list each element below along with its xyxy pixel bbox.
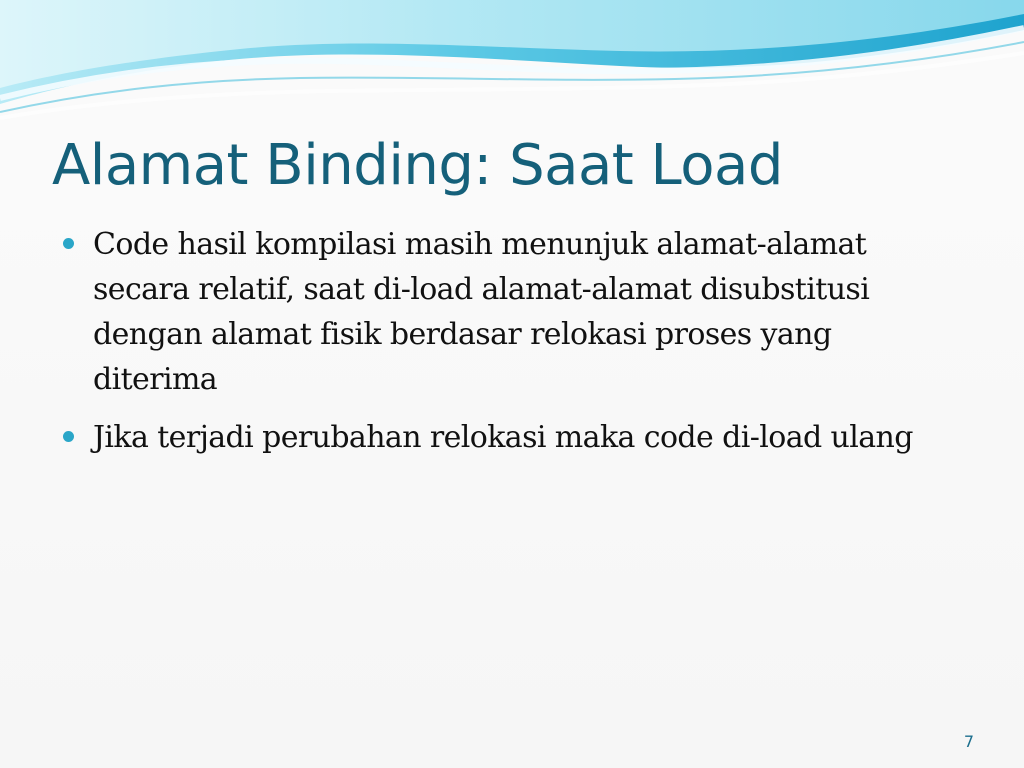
bullet-item: [60, 222, 960, 402]
bullet-list: [60, 222, 960, 473]
header-wave-decoration: [0, 0, 1024, 120]
slide-title: Alamat Binding: Saat Load: [52, 133, 783, 198]
bullet-text: Jika terjadi perubahan relokasi maka code di-load ulang: [93, 420, 913, 455]
bullet-text: Code hasil kompilasi masih menunjuk alamat-alamat secara relatif, saat di-load alamat-alamat disubstitusi dengan alamat fisik berdasar relokasi proses yang diterima: [93, 227, 870, 397]
bullet-item: [60, 415, 960, 460]
bullet-dot-icon: [63, 238, 74, 249]
bullet-dot-icon: [63, 431, 74, 442]
slide-page-number: 7: [963, 732, 974, 751]
